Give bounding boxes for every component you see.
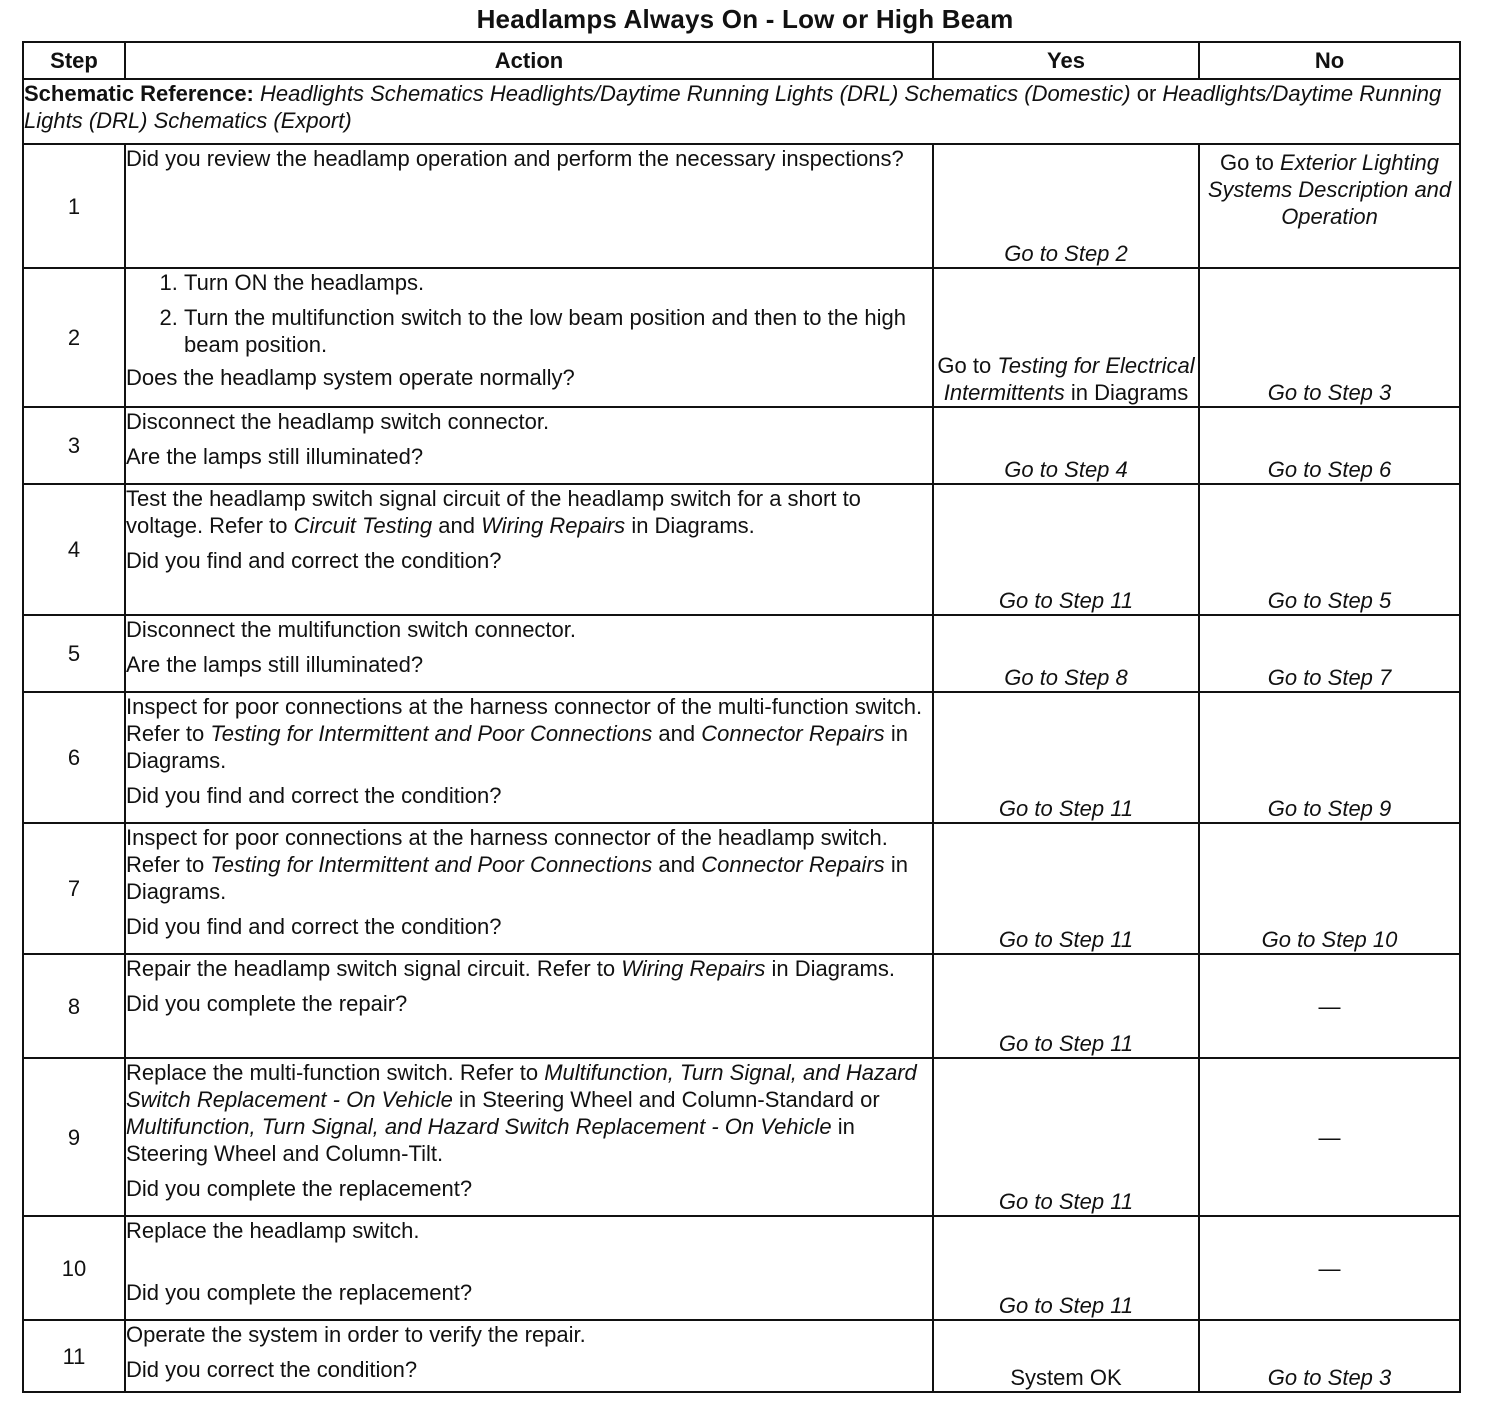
action-text: [126, 824, 932, 905]
action-link[interactable]: Wiring Repairs: [481, 513, 626, 538]
header-row: [23, 42, 1460, 79]
action-cell: [125, 615, 933, 692]
step-number: 11: [23, 1320, 125, 1392]
action-text-part: Inspect for poor connections at the harness connector of the headlamp switch. Refer to: [126, 825, 888, 877]
action-text-part: in Steering Wheel and Column-Standard or: [459, 1087, 880, 1112]
header-action: Action: [125, 42, 933, 79]
action-question: Did you complete the replacement?: [126, 1280, 473, 1305]
header-no: No: [1199, 42, 1460, 79]
action-link[interactable]: Testing for Intermittent and Poor Connections: [210, 852, 653, 877]
action-question: Are the lamps still illuminated?: [126, 444, 424, 469]
header-step: Step: [23, 42, 125, 79]
no-cell: [1199, 484, 1460, 615]
page-title: Headlamps Always On - Low or High Beam: [476, 4, 1014, 34]
action-text: Replace the headlamp switch.: [126, 1218, 420, 1243]
header-yes: Yes: [933, 42, 1199, 79]
yes-link[interactable]: Go to Step 11: [998, 1031, 1134, 1056]
no-dash: —: [1318, 1124, 1341, 1150]
step-number: 6: [23, 692, 125, 823]
no-cell: [1199, 1058, 1460, 1216]
yes-cell: [933, 823, 1199, 954]
action-text: Operate the system in order to verify the repair.: [126, 1322, 586, 1347]
action-text: [126, 1059, 932, 1167]
schematic-link-export[interactable]: Headlights/Daytime Running Lights (DRL) Schematics (Export): [24, 81, 1442, 133]
action-link[interactable]: Connector Repairs: [701, 852, 885, 877]
yes-link[interactable]: Go to Step 11: [998, 1189, 1134, 1214]
no-cell: [1199, 144, 1460, 268]
table-row: [23, 268, 1460, 407]
no-link[interactable]: Go to Step 9: [1267, 796, 1392, 821]
action-cell: [125, 484, 933, 615]
action-question: Does the headlamp system operate normally?: [126, 365, 575, 390]
list-item: 2. Turn the multifunction switch to the low beam position and then to the high beam position.: [184, 304, 932, 358]
yes-cell: [933, 692, 1199, 823]
no-cell: [1199, 954, 1460, 1058]
action-cell: [125, 1216, 933, 1320]
schematic-reference: [23, 79, 1460, 144]
table-row: [23, 144, 1460, 268]
no-cell: [1199, 1216, 1460, 1320]
yes-link[interactable]: Go to Step 11: [998, 927, 1134, 952]
no-link[interactable]: Go to Step 5: [1267, 588, 1392, 613]
no-link[interactable]: Exterior Lighting Systems Description and Operation: [1207, 150, 1452, 229]
action-text-part: and: [658, 852, 696, 877]
step-number: 7: [23, 823, 125, 954]
yes-link[interactable]: Go to Step 8: [1004, 665, 1128, 690]
action-link[interactable]: Connector Repairs: [701, 721, 885, 746]
action-question: Did you complete the repair?: [126, 991, 408, 1016]
yes-cell: [933, 1058, 1199, 1216]
no-link[interactable]: Go to Step 3: [1267, 1365, 1392, 1390]
schematic-or: or: [1136, 81, 1157, 106]
yes-cell: [933, 268, 1199, 407]
table-row: [23, 615, 1460, 692]
action-text: [126, 955, 932, 982]
yes-link[interactable]: Go to Step 11: [998, 588, 1134, 613]
yes-cell: [933, 484, 1199, 615]
no-cell: [1199, 407, 1460, 484]
action-text-part: and: [658, 721, 696, 746]
action-cell: [125, 407, 933, 484]
yes-cell: [933, 954, 1199, 1058]
no-dash: —: [1318, 993, 1341, 1019]
yes-prefix: Go to: [937, 353, 992, 378]
yes-suffix: in Diagrams: [1070, 380, 1189, 405]
action-text-part: in Diagrams.: [771, 956, 895, 981]
table-row: [23, 692, 1460, 823]
schematic-row: [23, 79, 1460, 144]
schematic-label: Schematic Reference:: [24, 81, 254, 106]
yes-link[interactable]: Go to Step 2: [1004, 241, 1128, 266]
no-link[interactable]: Go to Step 7: [1267, 665, 1392, 690]
no-cell: [1199, 823, 1460, 954]
list-item: 1. Turn ON the headlamps.: [184, 269, 932, 296]
yes-cell: [933, 615, 1199, 692]
no-dash: —: [1318, 1255, 1341, 1281]
action-cell: [125, 1058, 933, 1216]
step-number: 10: [23, 1216, 125, 1320]
no-prefix: Go to: [1220, 150, 1274, 175]
yes-link[interactable]: Go to Step 11: [998, 1293, 1134, 1318]
action-cell: [125, 144, 933, 268]
action-text: [126, 693, 932, 774]
yes-link[interactable]: Testing for Electrical Intermittents: [943, 353, 1195, 405]
yes-cell: [933, 407, 1199, 484]
action-link[interactable]: Circuit Testing: [293, 513, 433, 538]
action-text-part: in Steering Wheel and Column-Tilt.: [126, 1114, 855, 1166]
action-cell: [125, 692, 933, 823]
step-number: 1: [23, 144, 125, 268]
schematic-link-domestic[interactable]: Headlights Schematics Headlights/Daytime Running Lights (DRL) Schematics (Domestic): [260, 81, 1131, 106]
step-number: 8: [23, 954, 125, 1058]
yes-link[interactable]: Go to Step 4: [1004, 457, 1128, 482]
action-question: Did you find and correct the condition?: [126, 783, 502, 808]
action-link[interactable]: Multifunction, Turn Signal, and Hazard Switch Replacement - On Vehicle: [126, 1060, 917, 1112]
action-link[interactable]: Multifunction, Turn Signal, and Hazard Switch Replacement - On Vehicle: [126, 1114, 832, 1139]
action-text-part: in Diagrams.: [126, 852, 908, 904]
step-number: 3: [23, 407, 125, 484]
action-text-part: in Diagrams.: [631, 513, 755, 538]
action-text-part: in Diagrams.: [126, 721, 908, 773]
action-cell: [125, 823, 933, 954]
action-text: Did you review the headlamp operation and perform the necessary inspections?: [126, 146, 904, 171]
table-row: [23, 407, 1460, 484]
action-cell: [125, 954, 933, 1058]
action-text: [126, 485, 932, 539]
no-link[interactable]: Go to Step 10: [1261, 927, 1398, 952]
step-number: 9: [23, 1058, 125, 1216]
step-number: 5: [23, 615, 125, 692]
yes-cell: [933, 144, 1199, 268]
action-text-part: Test the headlamp switch signal circuit of the headlamp switch for a short to voltage. Refer to: [126, 486, 861, 538]
action-question: Did you find and correct the condition?: [126, 914, 502, 939]
yes-text: System OK: [1010, 1365, 1122, 1390]
table-row: [23, 823, 1460, 954]
action-link[interactable]: Testing for Intermittent and Poor Connections: [210, 721, 653, 746]
table-row: [23, 1216, 1460, 1320]
no-cell: [1199, 615, 1460, 692]
no-cell: [1199, 1320, 1460, 1392]
action-link[interactable]: Wiring Repairs: [621, 956, 766, 981]
table-row: [23, 484, 1460, 615]
table-row: [23, 1320, 1460, 1392]
action-cell: [125, 1320, 933, 1392]
action-text-part: Repair the headlamp switch signal circuit. Refer to: [126, 956, 616, 981]
action-text: Disconnect the multifunction switch connector.: [126, 617, 577, 642]
yes-cell: [933, 1216, 1199, 1320]
action-question: Did you complete the replacement?: [126, 1176, 473, 1201]
yes-cell: [933, 1320, 1199, 1392]
action-cell: [125, 268, 933, 407]
action-text-part: and: [438, 513, 475, 538]
table-row: [23, 954, 1460, 1058]
action-text-part: Inspect for poor connections at the harness connector of the multi-function switch. Refer to: [126, 694, 923, 746]
sub-steps-list: [126, 269, 932, 358]
yes-link[interactable]: Go to Step 11: [998, 796, 1134, 821]
step-number: 4: [23, 484, 125, 615]
table-row: [23, 1058, 1460, 1216]
no-link[interactable]: Go to Step 3: [1267, 380, 1392, 405]
action-question: Did you correct the condition?: [126, 1357, 418, 1382]
no-link[interactable]: Go to Step 6: [1267, 457, 1392, 482]
action-question: Did you find and correct the condition?: [126, 548, 502, 573]
no-cell: [1199, 268, 1460, 407]
action-text-part: Replace the multi-function switch. Refer to: [126, 1060, 539, 1085]
action-question: Are the lamps still illuminated?: [126, 652, 424, 677]
no-cell: [1199, 692, 1460, 823]
step-number: 2: [23, 268, 125, 407]
diagnostic-table: [22, 41, 1461, 1393]
action-text: Disconnect the headlamp switch connector.: [126, 409, 550, 434]
